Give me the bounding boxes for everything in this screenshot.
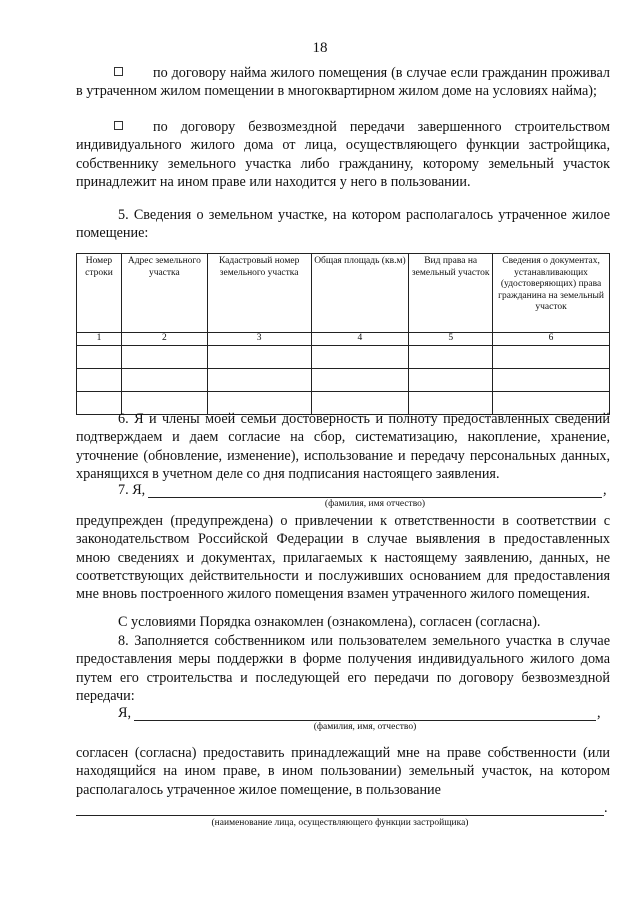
section8-label: Я,: [118, 705, 132, 721]
fio-input-line-2[interactable]: [134, 720, 596, 721]
table-row: [77, 346, 610, 369]
fio-caption-1: (фамилия, имя отчество): [324, 499, 426, 509]
table-cell[interactable]: [311, 369, 409, 392]
table-cell: 6: [493, 333, 610, 346]
header-row-number: Номер строки: [77, 254, 122, 333]
header-cadastral-number: Кадастровый номер земельного участка: [207, 254, 311, 333]
table-cell[interactable]: [493, 369, 610, 392]
table-cell[interactable]: [121, 346, 207, 369]
section7-text: предупрежден (предупреждена) о привлечении к ответственности в соответствии с законодательством Российской Федерации в случае выявления в предоставленных мною сведениях и документах, прилагаемых к настоящему заявлению, данных, не соответствующих действительности и послуживших основанием для предоставления мне вновь построенного жилого помещения взамен утраченного жилого помещения.: [76, 513, 610, 603]
developer-caption: (наименование лица, осуществляющего функции застройщика): [211, 818, 469, 828]
table-header-row: [77, 254, 610, 333]
table-cell[interactable]: [493, 346, 610, 369]
table-cell[interactable]: [77, 369, 122, 392]
table-cell: 4: [311, 333, 409, 346]
section5-heading: 5. Сведения о земельном участке, на котором располагалось утраченное жилое помещение:: [76, 207, 610, 242]
section8-comma: ,: [597, 705, 601, 721]
table-cell: 2: [121, 333, 207, 346]
bullet-text-1: по договору найма жилого помещения (в случае если гражданин проживал в утраченном жилом помещении в многоквартирном жилом доме на условиях найма);: [76, 65, 610, 100]
table-cell: 3: [207, 333, 311, 346]
section7-comma: ,: [603, 482, 607, 498]
section7-label: 7. Я,: [118, 482, 146, 498]
consent-end-mark: .: [604, 800, 608, 816]
consent-text: согласен (согласна) предоставить принадлежащий мне на праве собственности (или находящийся на ином праве, в ином пользовании) земельный участок, на котором располагалось утраченное жилое помещение, в пользование: [76, 745, 610, 798]
table-cell[interactable]: [121, 369, 207, 392]
fio-caption-2: (фамилия, имя, отчество): [313, 722, 417, 732]
table-cell: 1: [77, 333, 122, 346]
header-right-type: Вид права на земельный участок: [409, 254, 493, 333]
checkbox-icon: [114, 67, 123, 76]
table-cell[interactable]: [77, 346, 122, 369]
table-cell[interactable]: [311, 346, 409, 369]
table-cell: 5: [409, 333, 493, 346]
developer-input-line[interactable]: [76, 815, 604, 816]
page-number: 18: [312, 40, 328, 56]
table-cell[interactable]: [409, 346, 493, 369]
section6-text: 6. Я и члены моей семьи достоверность и полноту предоставленных сведений подтверждаем и даем согласие на сбор, систематизацию, накопление, хранение, уточнение (обновление, изменение), использование и передачу персональных данных, хранящихся в учетном деле со дня подписания настоящего заявления.: [76, 411, 610, 482]
bullet-text-2: по договору безвозмездной передачи завершенного строительством индивидуального жилого дома от лица, осуществляющего функции застройщика, собственнику земельного участка либо гражданину, которому земельный участок принадлежит на ином праве или находится у него в пользовании.: [76, 119, 610, 190]
table-row: [77, 369, 610, 392]
table-cell[interactable]: [409, 369, 493, 392]
bullet-item-2: [76, 118, 610, 191]
section8-text: 8. Заполняется собственником или пользователем земельного участка в случае предоставления меры поддержки в форме получения индивидуального жилого дома путем его строительства и последующей его передачи по договору безвозмездной передачи:: [76, 633, 610, 704]
table-cell[interactable]: [207, 346, 311, 369]
header-total-area: Общая площадь (кв.м): [311, 254, 409, 333]
checkbox-icon: [114, 121, 123, 130]
table-number-row: [77, 333, 610, 346]
agreement-text: С условиями Порядка ознакомлен (ознакомлена), согласен (согласна).: [118, 614, 541, 630]
fio-input-line-1[interactable]: [148, 497, 602, 498]
land-plot-table: [76, 253, 610, 415]
bullet-item-1: [76, 64, 610, 101]
header-documents: Сведения о документах, устанавливающих (удостоверяющих) права гражданина на земельный участок: [493, 254, 610, 333]
header-address: Адрес земельного участка: [121, 254, 207, 333]
table-cell[interactable]: [207, 369, 311, 392]
